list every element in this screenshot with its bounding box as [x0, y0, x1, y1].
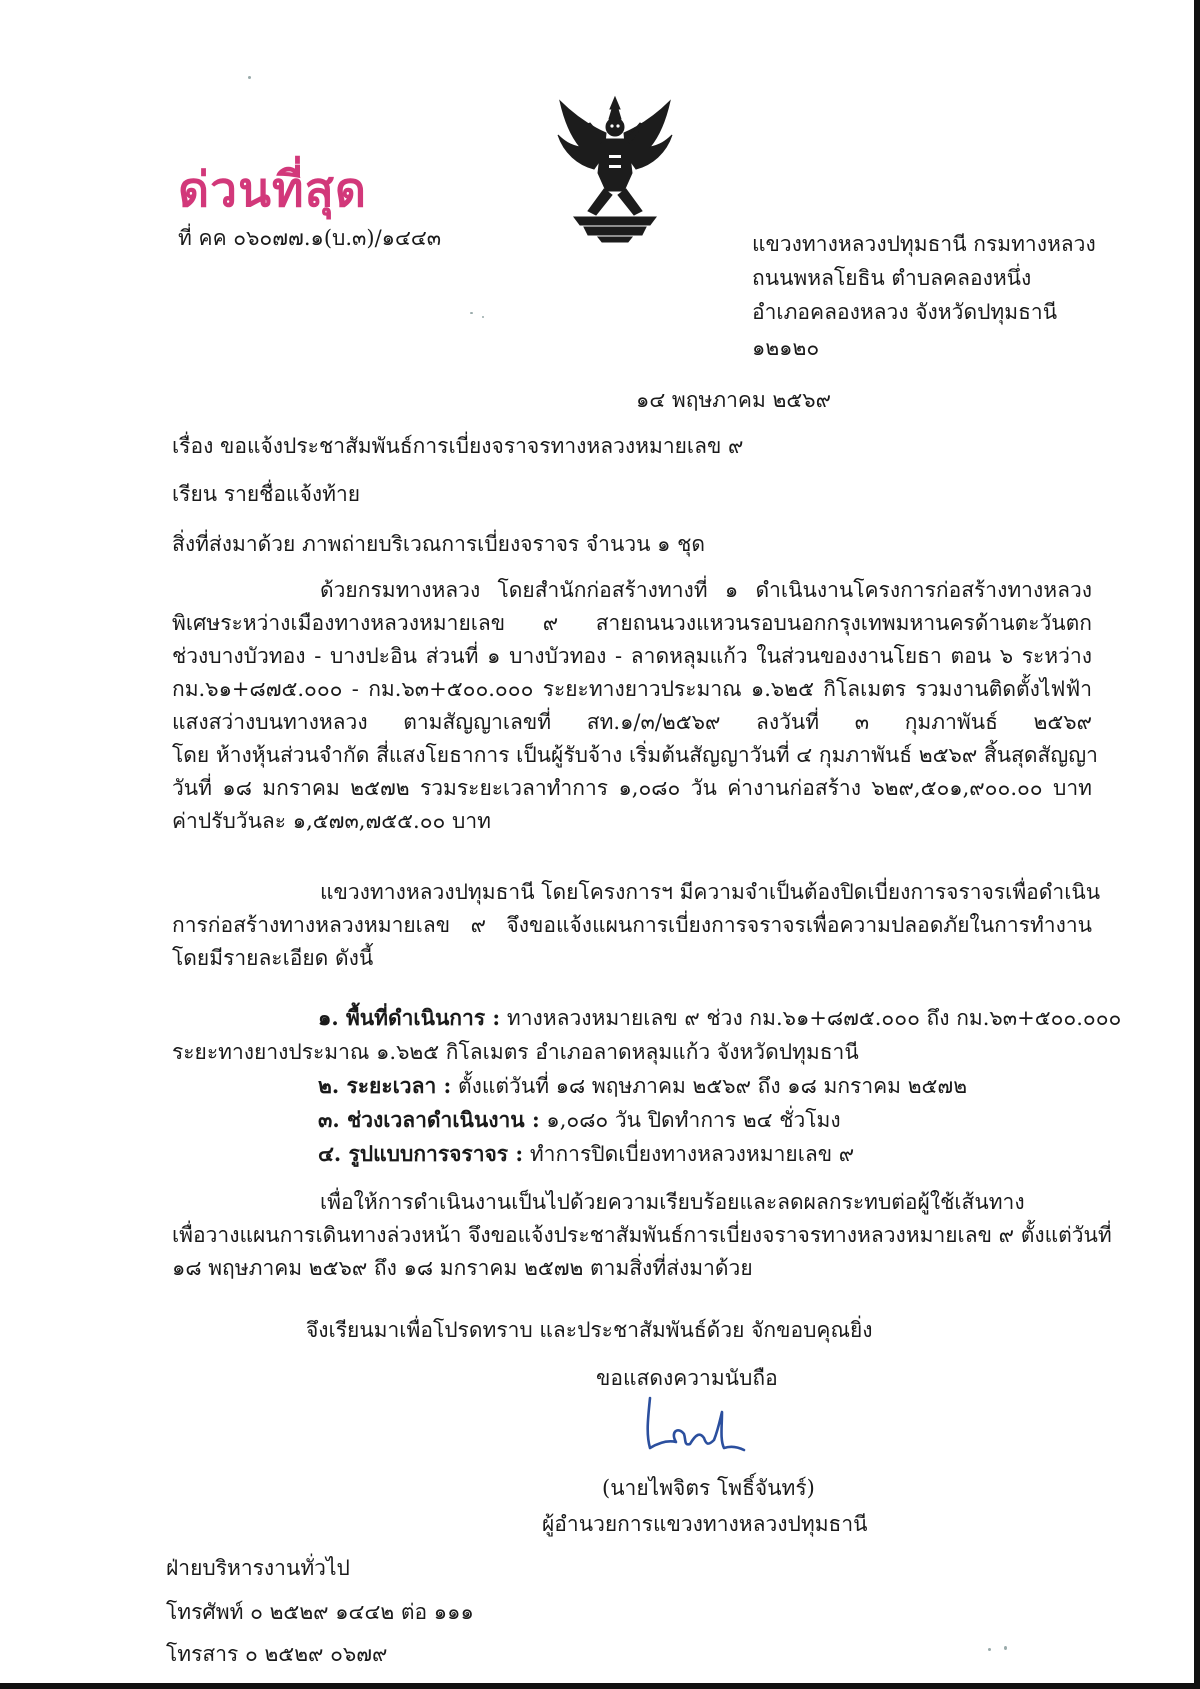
paragraph-3-line: เพื่อวางแผนการเดินทางล่วงหน้า จึงขอแจ้งประชาสัมพันธ์การเบี่ยงจราจรทางหลวงหมายเลข ๙ ตั้งแต่วันที่	[172, 1223, 1112, 1247]
closing-request: จึงเรียนมาเพื่อโปรดทราบ และประชาสัมพันธ์ด้วย จักขอบคุณยิ่ง	[306, 1318, 873, 1342]
paragraph-1-line: ช่วงบางบัวทอง - บางปะอิน ส่วนที่ ๑ บางบัวทอง - ลาดหลุมแก้ว ในส่วนของงานโยธา ตอน ๖ ระหว่าง	[172, 644, 1092, 668]
footer-fax: โทรสาร ๐ ๒๕๒๙ ๐๖๗๙	[166, 1642, 388, 1666]
item-area-text: ทางหลวงหมายเลข ๙ ช่วง กม.๖๑+๘๗๕.๐๐๐ ถึง กม.๖๓+๕๐๐.๐๐๐	[500, 1006, 1122, 1030]
paragraph-1-line: โดย ห้างหุ้นส่วนจำกัด สี่แสงโยธาการ เป็นผู้รับจ้าง เริ่มต้นสัญญาวันที่ ๔ กุมภาพันธ์ ๒๕๖๙ สิ้นสุดสัญญา	[172, 743, 1098, 767]
paragraph-3-line: เพื่อให้การดำเนินงานเป็นไปด้วยความเรียบร้อยและลดผลกระทบต่อผู้ใช้เส้นทาง	[320, 1190, 1025, 1214]
scan-speck	[482, 316, 484, 318]
item-working-period	[318, 1104, 841, 1137]
paragraph-2	[172, 876, 1101, 975]
sender-address-line-3: อำเภอคลองหลวง จังหวัดปทุมธานี	[752, 300, 1058, 324]
signer-name: (นายไพจิตร โพธิ์จันทร์)	[602, 1476, 815, 1500]
scan-speck	[988, 1648, 991, 1651]
item-working-period-label: ๓. ช่วงเวลาดำเนินงาน :	[318, 1107, 540, 1132]
letter-date: ๑๔ พฤษภาคม ๒๕๖๙	[636, 388, 831, 412]
paragraph-2-line: การก่อสร้างทางหลวงหมายเลข ๙ จึงขอแจ้งแผนการเบี่ยงการจราจรเพื่อความปลอดภัยในการทำงาน	[172, 913, 1092, 937]
enclosure-line: สิ่งที่ส่งมาด้วย ภาพถ่ายบริเวณการเบี่ยงจราจร จำนวน ๑ ชุด	[172, 532, 706, 556]
paragraph-3-line: ๑๘ พฤษภาคม ๒๕๖๙ ถึง ๑๘ มกราคม ๒๕๗๒ ตามสิ่งที่ส่งมาด้วย	[172, 1256, 753, 1280]
reference-number: ที่ คค ๐๖๐๗๗.๑(บ.๓)/๑๔๔๓	[178, 226, 442, 250]
paragraph-2-line: โดยมีรายละเอียด ดังนี้	[172, 946, 374, 970]
sender-address-line-2: ถนนพหลโยธิน ตำบลคลองหนึ่ง	[752, 266, 1032, 290]
item-traffic-pattern-label: ๔. รูปแบบการจราจร :	[318, 1141, 524, 1166]
sender-postcode: ๑๒๑๒๐	[752, 336, 820, 360]
signature-mark	[640, 1390, 750, 1460]
paragraph-1-line: กม.๖๑+๘๗๕.๐๐๐ - กม.๖๓+๕๐๐.๐๐๐ ระยะทางยาวประมาณ ๑.๖๒๕ กิโลเมตร รวมงานติดตั้งไฟฟ้า	[172, 677, 1092, 701]
footer-phone: โทรศัพท์ ๐ ๒๕๒๙ ๑๔๔๒ ต่อ ๑๑๑	[166, 1600, 474, 1624]
subject-line: เรื่อง ขอแจ้งประชาสัมพันธ์การเบี่ยงจราจรทางหลวงหมายเลข ๙	[172, 434, 744, 458]
item-area	[318, 1002, 1121, 1035]
paragraph-1-line: ด้วยกรมทางหลวง โดยสำนักก่อสร้างทางที่ ๑ ดำเนินงานโครงการก่อสร้างทางหลวง	[320, 578, 1092, 602]
paragraph-1	[172, 574, 1098, 838]
item-duration-text: ตั้งแต่วันที่ ๑๘ พฤษภาคม ๒๕๖๙ ถึง ๑๘ มกราคม ๒๕๗๒	[451, 1074, 968, 1098]
paragraph-3	[172, 1186, 1112, 1285]
scan-speck	[470, 312, 473, 314]
scan-speck	[248, 76, 251, 79]
footer-department: ฝ่ายบริหารงานทั่วไป	[166, 1556, 350, 1580]
scan-speck	[1004, 1646, 1007, 1650]
paragraph-1-line: วันที่ ๑๘ มกราคม ๒๕๗๒ รวมระยะเวลาทำการ ๑,๐๘๐ วัน ค่างานก่อสร้าง ๖๒๙,๕๐๑,๙๐๐.๐๐ บาท	[172, 776, 1092, 800]
item-working-period-text: ๑,๐๘๐ วัน ปิดทำการ ๒๔ ชั่วโมง	[539, 1108, 841, 1132]
recipient-line: เรียน รายชื่อแจ้งท้าย	[172, 482, 361, 506]
paragraph-1-line: แสงสว่างบนทางหลวง ตามสัญญาเลขที่ สท.๑/๓/๒๕๖๙ ลงวันที่ ๓ กุมภาพันธ์ ๒๕๖๙	[172, 710, 1092, 734]
garuda-emblem-icon	[554, 95, 676, 243]
paragraph-2-line: แขวงทางหลวงปทุมธานี โดยโครงการฯ มีความจำเป็นต้องปิดเบี่ยงการจราจรเพื่อดำเนิน	[320, 880, 1101, 904]
paragraph-1-line: ค่าปรับวันละ ๑,๕๗๓,๗๕๕.๐๐ บาท	[172, 809, 491, 833]
closing-salutation: ขอแสดงความนับถือ	[596, 1366, 778, 1390]
paragraph-1-line: พิเศษระหว่างเมืองทางหลวงหมายเลข ๙ สายถนนวงแหวนรอบนอกกรุงเทพมหานครด้านตะวันตก	[172, 611, 1092, 635]
urgency-stamp: ด่วนที่สุด	[178, 162, 368, 218]
item-area-label: ๑. พื้นที่ดำเนินการ :	[318, 1005, 501, 1030]
item-area-continuation: ระยะทางยางประมาณ ๑.๖๒๕ กิโลเมตร อำเภอลาดหลุมแก้ว จังหวัดปทุมธานี	[172, 1040, 859, 1064]
item-duration-label: ๒. ระยะเวลา :	[318, 1073, 452, 1098]
signer-title: ผู้อำนวยการแขวงทางหลวงปทุมธานี	[542, 1512, 868, 1536]
sender-address-line-1: แขวงทางหลวงปทุมธานี กรมทางหลวง	[752, 232, 1096, 256]
item-traffic-pattern-text: ทำการปิดเบี่ยงทางหลวงหมายเลข ๙	[523, 1142, 855, 1166]
item-traffic-pattern	[318, 1138, 854, 1171]
item-duration	[318, 1070, 967, 1103]
